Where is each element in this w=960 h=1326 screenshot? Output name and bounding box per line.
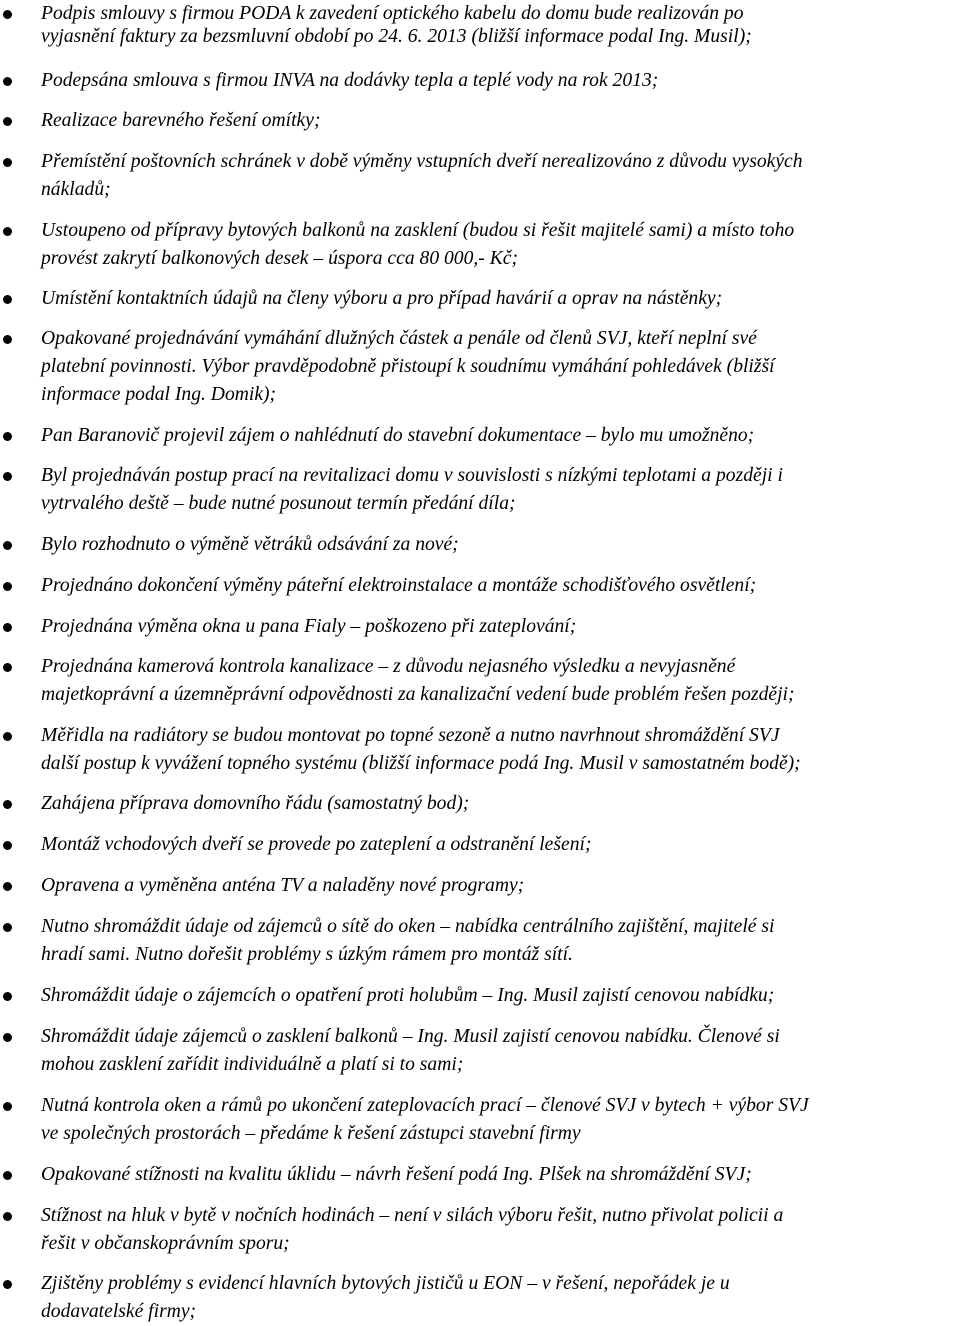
list-item-text: Shromáždit údaje zájemců o zasklení balkonů – Ing. Musil zajistí cenovou nabídku. Členové si <box>41 1026 780 1047</box>
list-item-text: Nutná kontrola oken a rámů po ukončení zateplovacích prací – členové SVJ v bytech + výbor SVJ <box>41 1095 809 1116</box>
bullet-icon <box>3 117 12 126</box>
list-item-text: Zjištěny problémy s evidencí hlavních bytových jističů u EON – v řešení, nepořádek je u <box>41 1273 730 1294</box>
bullet-icon <box>3 1212 12 1221</box>
list-item-text: ve společných prostorách – předáme k řešení zástupci stavební firmy <box>41 1123 581 1144</box>
bullet-icon <box>3 335 12 344</box>
list-item-text: Umístění kontaktních údajů na členy výboru a pro případ havárií a oprav na nástěnky; <box>41 288 723 309</box>
list-item-text: další postup k vyvážení topného systému (bližší informace podá Ing. Musil v samostatném bodě); <box>41 753 801 774</box>
list-item-text: Podepsána smlouva s firmou INVA na dodávky tepla a teplé vody na rok 2013; <box>41 70 659 91</box>
list-item-text: dodavatelské firmy; <box>41 1301 197 1322</box>
list-item-text: provést zakrytí balkonových desek – úspora cca 80 000,- Kč; <box>41 248 519 269</box>
bullet-icon <box>3 1280 12 1289</box>
list-item-text: Opravena a vyměněna anténa TV a naladěny nové programy; <box>41 875 525 896</box>
list-item-text: Shromáždit údaje o zájemcích o opatření proti holubům – Ing. Musil zajistí cenovou nabídku; <box>41 985 775 1006</box>
bullet-icon <box>3 582 12 591</box>
bullet-icon <box>3 432 12 441</box>
bullet-icon <box>3 10 12 19</box>
bullet-icon <box>3 295 12 304</box>
bullet-icon <box>3 158 12 167</box>
list-item-text: Zahájena příprava domovního řádu (samostatný bod); <box>41 793 470 814</box>
list-item-text: Ustoupeno od přípravy bytových balkonů na zasklení (budou si řešit majitelé sami) a místo toho <box>41 220 795 241</box>
list-item-text: majetkoprávní a územněprávní odpovědnosti za kanalizační vedení bude problém řešen později; <box>41 684 795 705</box>
list-item-text: informace podal Ing. Domik); <box>41 384 277 405</box>
list-item-text: vytrvalého deště – bude nutné posunout termín předání díla; <box>41 493 516 514</box>
bullet-icon <box>3 923 12 932</box>
list-item-text: Realizace barevného řešení omítky; <box>41 110 321 131</box>
bullet-icon <box>3 1102 12 1111</box>
list-item-text: řešit v občanskoprávním sporu; <box>41 1233 290 1254</box>
bullet-icon <box>3 992 12 1001</box>
bullet-icon <box>3 800 12 809</box>
list-item-text: hradí sami. Nutno dořešit problémy s úzkým rámem pro montáž sítí. <box>41 944 573 965</box>
list-item-text: Přemístění poštovních schránek v době výměny vstupních dveří nerealizováno z důvodu vysokých <box>41 151 803 172</box>
bullet-icon <box>3 1171 12 1180</box>
list-item-text: Opakované stížnosti na kvalitu úklidu – návrh řešení podá Ing. Plšek na shromáždění SVJ; <box>41 1164 752 1185</box>
list-item-text: Pan Baranovič projevil zájem o nahlédnutí do stavební dokumentace – bylo mu umožněno; <box>41 425 755 446</box>
list-item-text: Byl projednáván postup prací na revitalizaci domu v souvislosti s nízkými teplotami a později i <box>41 465 783 486</box>
list-item-text: nákladů; <box>41 179 111 200</box>
list-item-text: vyjasnění faktury za bezsmluvní období po 24. 6. 2013 (bližší informace podal Ing. Musil); <box>41 26 752 47</box>
list-item-text: Měřidla na radiátory se budou montovat po topné sezoně a nutno navrhnout shromáždění SVJ <box>41 725 780 746</box>
bullet-icon <box>3 882 12 891</box>
list-item-text: Stížnost na hluk v bytě v nočních hodinách – není v silách výboru řešit, nutno přivolat policii a <box>41 1205 784 1226</box>
bullet-icon <box>3 227 12 236</box>
list-item-text: Projednáno dokončení výměny páteřní elektroinstalace a montáže schodišťového osvětlení; <box>41 575 757 596</box>
bullet-icon <box>3 663 12 672</box>
list-item-text: Opakované projednávání vymáhání dlužných částek a penále od členů SVJ, kteří neplní své <box>41 328 757 349</box>
bullet-icon <box>3 77 12 86</box>
list-item-text: Montáž vchodových dveří se provede po zateplení a odstranění lešení; <box>41 834 592 855</box>
list-item-text: Projednána kamerová kontrola kanalizace – z důvodu nejasného výsledku a nevyjasněné <box>41 656 736 677</box>
bullet-icon <box>3 623 12 632</box>
list-item-text: Nutno shromáždit údaje od zájemců o sítě do oken – nabídka centrálního zajištění, majitelé si <box>41 916 775 937</box>
list-item-text: platební povinnosti. Výbor pravděpodobně přistoupí k soudnímu vymáhání pohledávek (bližší <box>41 356 775 377</box>
bullet-icon <box>3 841 12 850</box>
bullet-icon <box>3 472 12 481</box>
bullet-icon <box>3 541 12 550</box>
list-item-text: Podpis smlouvy s firmou PODA k zavedení optického kabelu do domu bude realizován po <box>41 3 744 24</box>
list-item-text: mohou zasklení zařídit individuálně a platí si to sami; <box>41 1054 464 1075</box>
list-item-text: Bylo rozhodnuto o výměně větráků odsávání za nové; <box>41 534 459 555</box>
bullet-icon <box>3 1033 12 1042</box>
list-item-text: Projednána výměna okna u pana Fialy – poškozeno při zateplování; <box>41 616 577 637</box>
bullet-icon <box>3 732 12 741</box>
